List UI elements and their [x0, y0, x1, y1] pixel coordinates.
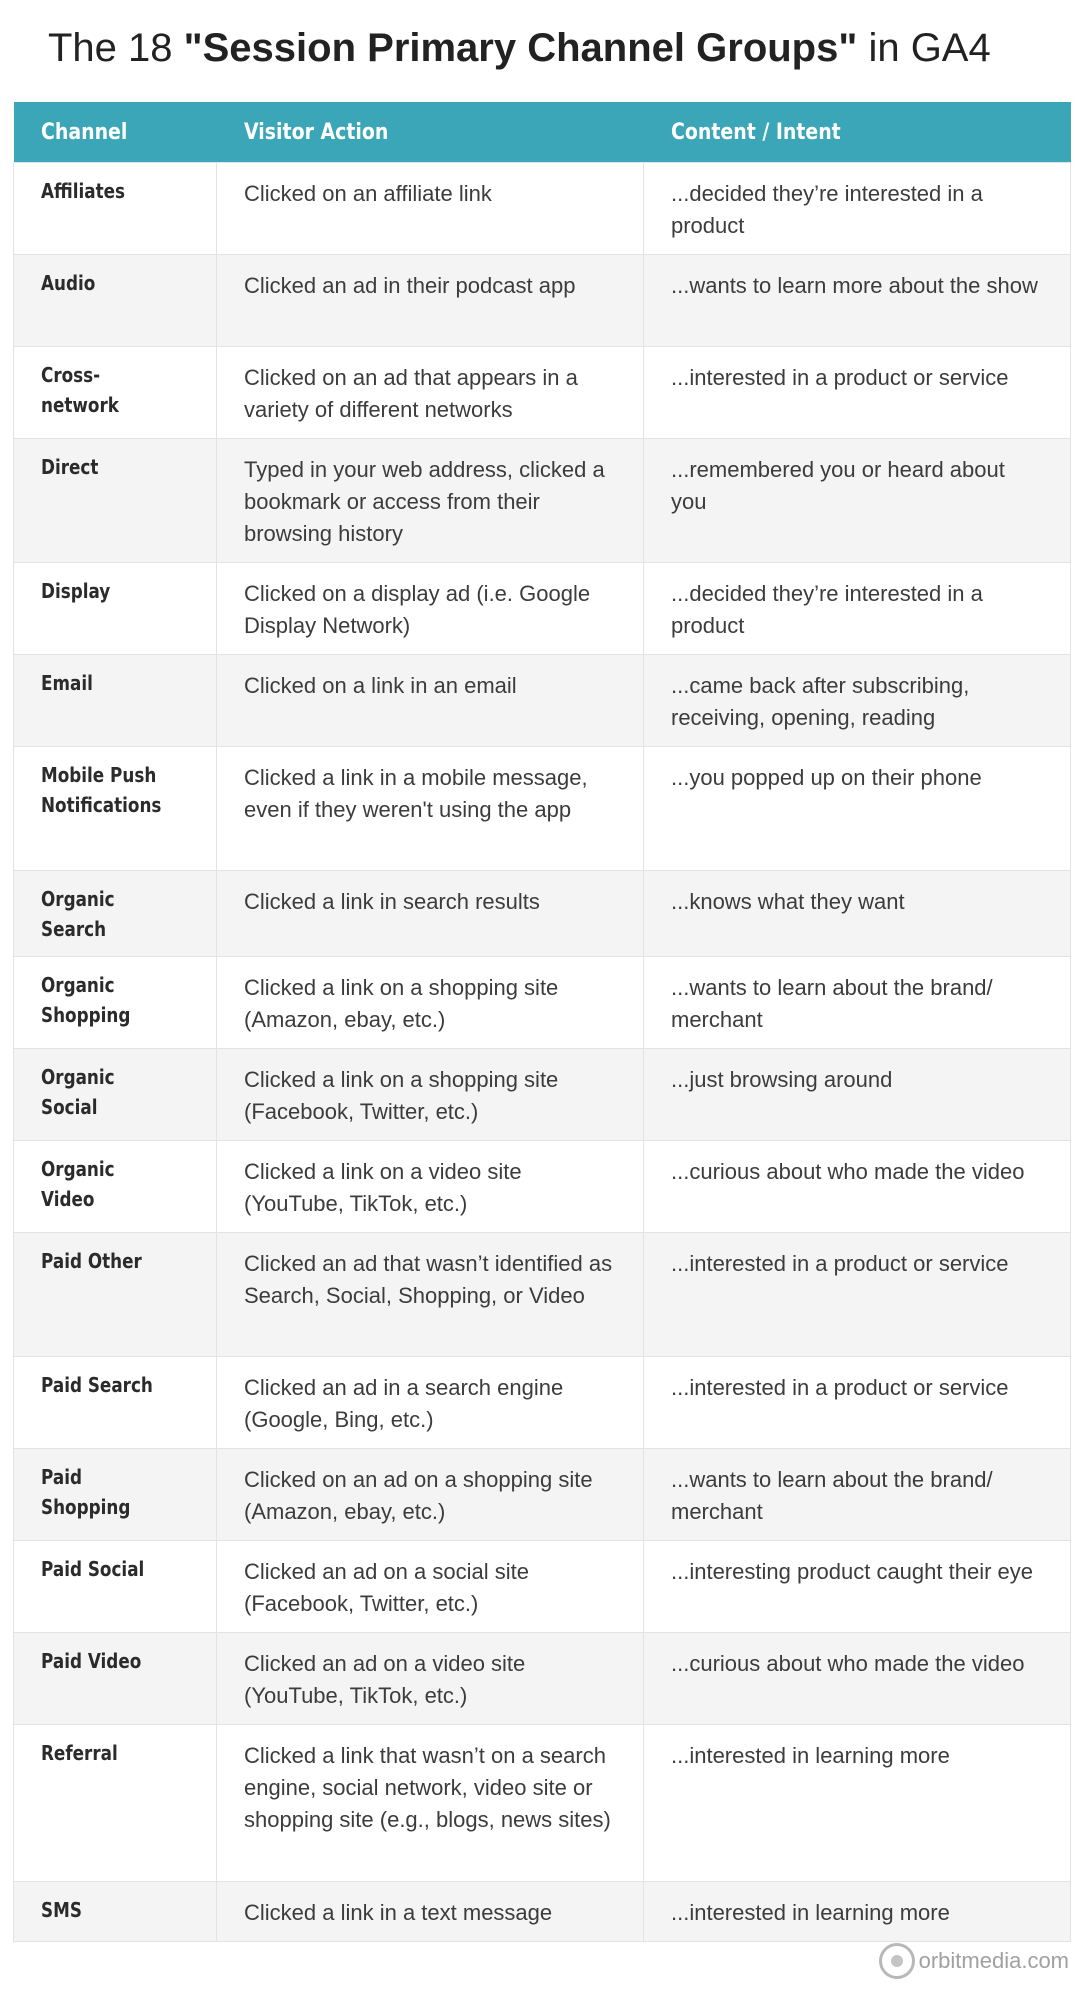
orbitmedia-logo: [879, 1943, 1069, 1979]
visitor-action-cell: Clicked a link on a shopping site (Amazon, ebay, etc.): [217, 957, 644, 1049]
content-intent-cell: ...curious about who made the video: [644, 1633, 1071, 1725]
channel-cell: Organic Video: [14, 1141, 217, 1233]
table-row: [14, 163, 1071, 255]
channel-cell: Paid Shopping: [14, 1449, 217, 1541]
content-intent-cell: ...wants to learn more about the show: [644, 255, 1071, 347]
content-intent-cell: ...interested in a product or service: [644, 1357, 1071, 1449]
content-intent-cell: ...just browsing around: [644, 1049, 1071, 1141]
visitor-action-cell: Clicked on a link in an email: [217, 655, 644, 747]
channel-cell: Display: [14, 563, 217, 655]
content-intent-cell: ...wants to learn about the brand/ merchant: [644, 1449, 1071, 1541]
channel-cell: Paid Social: [14, 1541, 217, 1633]
table-row: [14, 1449, 1071, 1541]
content-intent-cell: ...decided they’re interested in a product: [644, 163, 1071, 255]
visitor-action-cell: Clicked a link in a mobile message, even if they weren't using the app: [217, 747, 644, 871]
visitor-action-cell: Clicked a link in search results: [217, 871, 644, 957]
channel-cell: SMS: [14, 1882, 217, 1942]
content-intent-cell: ...decided they’re interested in a product: [644, 563, 1071, 655]
logo-text: orbitmedia.com: [918, 1948, 1069, 1973]
content-intent-cell: ...you popped up on their phone: [644, 747, 1071, 871]
channel-cell: Mobile Push Notifications: [14, 747, 217, 871]
table-row: [14, 655, 1071, 747]
content-intent-cell: ...curious about who made the video: [644, 1141, 1071, 1233]
table-row: [14, 1725, 1071, 1882]
table-row: [14, 1882, 1071, 1942]
channel-cell: Affiliates: [14, 163, 217, 255]
channel-cell: Paid Search: [14, 1357, 217, 1449]
visitor-action-cell: Clicked on a display ad (i.e. Google Display Network): [217, 563, 644, 655]
content-intent-cell: ...interested in learning more: [644, 1882, 1071, 1942]
page-title: [48, 22, 991, 74]
table-row: [14, 1541, 1071, 1633]
content-intent-cell: ...remembered you or heard about you: [644, 439, 1071, 563]
visitor-action-cell: Typed in your web address, clicked a bookmark or access from their browsing history: [217, 439, 644, 563]
table-row: [14, 747, 1071, 871]
table-row: [14, 1049, 1071, 1141]
channel-cell: Direct: [14, 439, 217, 563]
table-row: [14, 347, 1071, 439]
content-intent-cell: ...wants to learn about the brand/ merchant: [644, 957, 1071, 1049]
content-intent-cell: ...interested in a product or service: [644, 1233, 1071, 1357]
orbit-icon: [879, 1943, 915, 1979]
visitor-action-cell: Clicked an ad on a video site (YouTube, TikTok, etc.): [217, 1633, 644, 1725]
channel-cell: Organic Search: [14, 871, 217, 957]
title-bold: "Session Primary Channel Groups": [183, 26, 858, 70]
channel-cell: Paid Video: [14, 1633, 217, 1725]
channel-cell: Paid Other: [14, 1233, 217, 1357]
table-row: [14, 1633, 1071, 1725]
visitor-action-cell: Clicked an ad that wasn’t identified as Search, Social, Shopping, or Video: [217, 1233, 644, 1357]
visitor-action-cell: Clicked a link on a shopping site (Facebook, Twitter, etc.): [217, 1049, 644, 1141]
channel-cell: Organic Shopping: [14, 957, 217, 1049]
table-row: [14, 1141, 1071, 1233]
visitor-action-cell: Clicked on an ad that appears in a variety of different networks: [217, 347, 644, 439]
channel-cell: Cross-network: [14, 347, 217, 439]
visitor-action-cell: Clicked on an affiliate link: [217, 163, 644, 255]
table-body: [14, 163, 1071, 1942]
visitor-action-cell: Clicked an ad in their podcast app: [217, 255, 644, 347]
table-row: [14, 957, 1071, 1049]
channel-cell: Audio: [14, 255, 217, 347]
title-suffix: in GA4: [857, 26, 991, 70]
table-row: [14, 439, 1071, 563]
visitor-action-cell: Clicked an ad on a social site (Facebook, Twitter, etc.): [217, 1541, 644, 1633]
table-row: [14, 1357, 1071, 1449]
table-header-row: [14, 102, 1071, 163]
channel-cell: Referral: [14, 1725, 217, 1882]
content-intent-cell: ...interested in learning more: [644, 1725, 1071, 1882]
table-row: [14, 1233, 1071, 1357]
table-row: [14, 871, 1071, 957]
visitor-action-cell: Clicked a link in a text message: [217, 1882, 644, 1942]
column-header-content-intent: Content / Intent: [644, 102, 1071, 163]
table-row: [14, 255, 1071, 347]
visitor-action-cell: Clicked on an ad on a shopping site (Amazon, ebay, etc.): [217, 1449, 644, 1541]
visitor-action-cell: Clicked a link on a video site (YouTube, TikTok, etc.): [217, 1141, 644, 1233]
column-header-visitor-action: Visitor Action: [217, 102, 644, 163]
column-header-channel: Channel: [14, 102, 217, 163]
content-intent-cell: ...interesting product caught their eye: [644, 1541, 1071, 1633]
visitor-action-cell: Clicked an ad in a search engine (Google, Bing, etc.): [217, 1357, 644, 1449]
channel-cell: Email: [14, 655, 217, 747]
channel-cell: Organic Social: [14, 1049, 217, 1141]
content-intent-cell: ...interested in a product or service: [644, 347, 1071, 439]
visitor-action-cell: Clicked a link that wasn’t on a search engine, social network, video site or shopping site (e.g., blogs, news sites): [217, 1725, 644, 1882]
table-row: [14, 563, 1071, 655]
channel-groups-table: [13, 102, 1071, 1942]
content-intent-cell: ...came back after subscribing, receiving, opening, reading: [644, 655, 1071, 747]
title-prefix: The 18: [48, 26, 184, 70]
content-intent-cell: ...knows what they want: [644, 871, 1071, 957]
